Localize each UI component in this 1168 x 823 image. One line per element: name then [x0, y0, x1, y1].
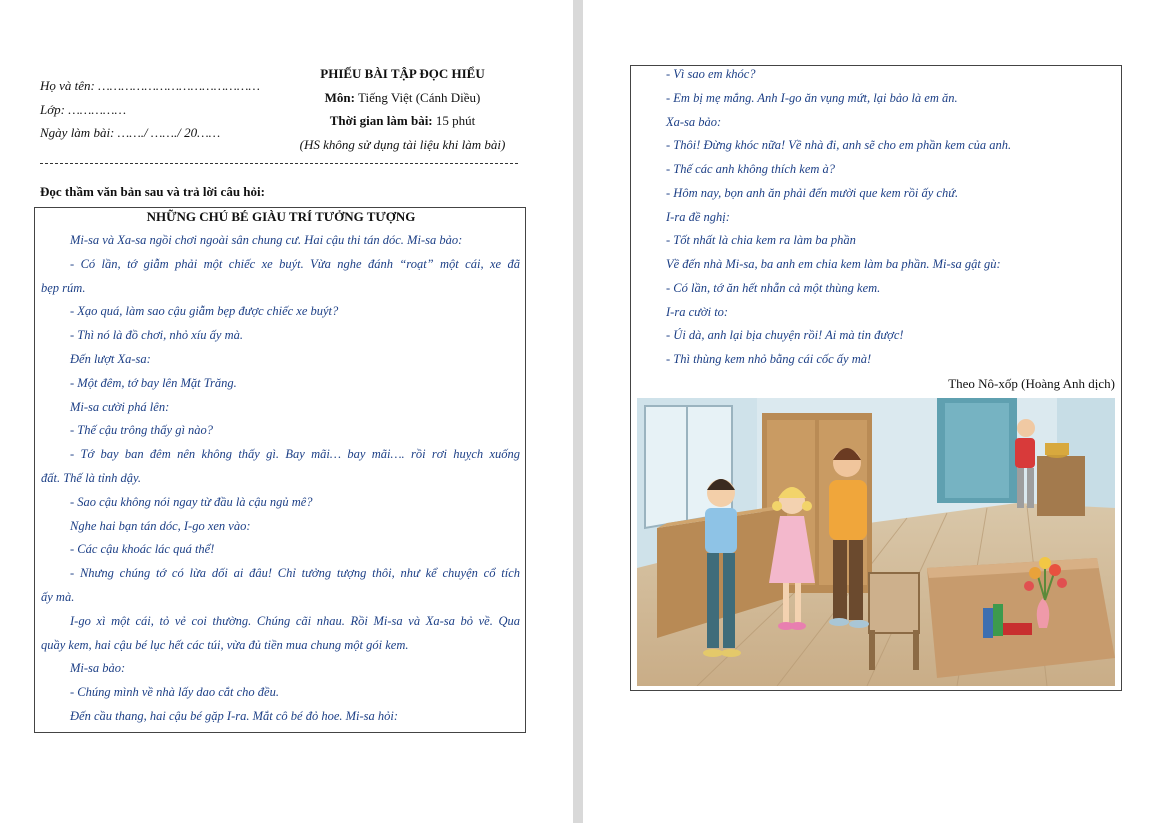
story-line: - Các cậu khoác lác quá thể! [70, 542, 215, 556]
story-line: bẹp rúm. [41, 281, 86, 295]
story-line: - Úi dà, anh lại bịa chuyện rồi! Ai mà tin được! [666, 328, 904, 342]
story-line: - Thế cậu trông thấy gì nào? [70, 423, 214, 437]
reading-instruction: Đọc thầm văn bản sau và trả lời câu hỏi: [40, 184, 265, 199]
worksheet-title: PHIẾU BÀI TẬP ĐỌC HIỂU [320, 66, 485, 81]
story-line: I-ra đề nghị: [666, 210, 730, 224]
class-field: Lớp: …………… [40, 102, 127, 117]
story-line: Mi-sa bảo: [70, 661, 126, 675]
story-line: Mi-sa cười phá lên: [70, 400, 170, 414]
subject-label: Môn: [324, 90, 355, 105]
story-line: - Thế các anh không thích kem à? [666, 162, 836, 176]
subject-value: Tiếng Việt (Cánh Diều) [354, 90, 481, 105]
story-line: Mi-sa và Xa-sa ngồi chơi ngoài sân chung cư. Hai cậu thi tán dóc. Mi-sa bảo: [70, 233, 463, 247]
story-line: Đến cầu thang, hai cậu bé gặp I-ra. Mắt cô bé đỏ hoe. Mi-sa hỏi: [70, 709, 399, 723]
story-line: - Sao cậu không nói ngay từ đầu là cậu ngủ mê? [70, 495, 313, 509]
story-line: - Một đêm, tớ bay lên Mặt Trăng. [70, 376, 237, 390]
story-line: Đến lượt Xa-sa: [70, 352, 151, 366]
time-line [290, 113, 515, 129]
story-line: đất. Thế là tỉnh dậy. [41, 471, 141, 485]
story-line: - Thôi! Đừng khóc nữa! Về nhà đi, anh sẽ cho em phần kem của anh. [666, 138, 1012, 152]
story-line: - Em bị mẹ mắng. Anh I-go ăn vụng mứt, lại bảo là em ăn. [666, 91, 958, 105]
story-line: Xa-sa bảo: [666, 115, 722, 129]
story-line: ấy mà. [41, 590, 75, 604]
time-value: 15 phút [432, 113, 476, 128]
left-page [0, 0, 573, 823]
story-line: Nghe hai bạn tán dóc, I-go xen vào: [70, 519, 251, 533]
time-label: Thời gian làm bài: [329, 113, 433, 128]
separator-line [40, 163, 518, 164]
story-line: Về đến nhà Mi-sa, ba anh em chia kem làm ba phần. Mi-sa gật gù: [666, 257, 1001, 271]
story-line: quầy kem, hai cậu bé lục hết các túi, vừa đủ tiền mua chung một gói kem. [41, 638, 409, 652]
story-illustration [637, 398, 1115, 686]
story-line: - Chúng mình về nhà lấy dao cắt cho đều. [70, 685, 279, 699]
story-line: - Vì sao em khóc? [666, 67, 756, 81]
name-field: Họ và tên: …………………………………… [40, 78, 260, 93]
story-line: - Thì thùng kem nhỏ bằng cái cốc ấy mà! [666, 352, 872, 366]
story-title: NHỮNG CHÚ BÉ GIÀU TRÍ TƯỞNG TƯỢNG [146, 209, 416, 224]
story-line: I-go xì một cái, tỏ vẻ coi thường. Chúng cãi nhau. Rồi Mi-sa và Xa-sa bỏ về. Qua [70, 614, 520, 628]
story-line: - Có lần, tớ giẫm phải một chiếc xe buýt. Vừa nghe đánh “roạt” một cái, xe đã [70, 257, 520, 271]
story-line: - Tốt nhất là chia kem ra làm ba phần [666, 233, 856, 247]
right-page [583, 0, 1168, 823]
date-field: Ngày làm bài: ……./ ……./ 20…… [40, 125, 221, 140]
story-line: - Tớ bay ban đêm nên không thấy gì. Bay mãi… bay mãi…. rồi rơi huỵch xuống [70, 447, 520, 461]
story-line: I-ra cười to: [666, 305, 729, 319]
story-line: - Hôm nay, bọn anh ăn phải đến mười que kem rồi ấy chứ. [666, 186, 959, 200]
story-source: Theo Nô-xốp (Hoàng Anh dịch) [948, 376, 1115, 391]
story-line: - Có lần, tớ ăn hết nhẵn cả một thùng kem. [666, 281, 881, 295]
story-line: - Nhưng chúng tớ có lừa dối ai đâu! Chỉ tưởng tượng thôi, như kể chuyện cổ tích [70, 566, 520, 580]
subject-line [290, 90, 515, 106]
story-box-left [34, 207, 526, 733]
note-line: (HS không sử dụng tài liệu khi làm bài) [299, 137, 506, 152]
story-line: - Thì nó là đồ chơi, nhỏ xíu ấy mà. [70, 328, 243, 342]
story-box-right [630, 65, 1122, 691]
story-line: - Xạo quá, làm sao cậu giẫm bẹp được chiếc xe buýt? [70, 304, 339, 318]
page-gutter [573, 0, 583, 823]
